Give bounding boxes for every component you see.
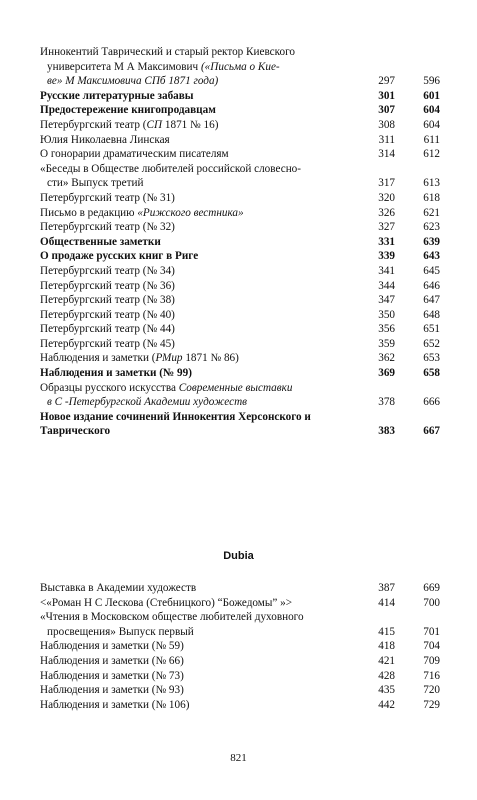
entry-title-line: «Чтения в Московском обществе любителей духовного: [40, 611, 304, 624]
entry-page-text: 339: [378, 250, 395, 263]
entry-page-text: 356: [378, 323, 395, 336]
entry-page-notes: 667: [423, 425, 440, 438]
entry-page-notes: 601: [423, 89, 440, 102]
entry-page-notes: 621: [423, 206, 440, 219]
entry-title-line: Выставка в Академии художеств: [40, 582, 197, 594]
entry-page-text: 307: [378, 104, 395, 117]
entry-title: [40, 249, 355, 264]
toc-entry: [40, 206, 440, 221]
entry-title-line: Петербургский театр (№ 36): [40, 279, 175, 292]
toc-entry: [40, 337, 440, 352]
entry-page-text: 350: [378, 308, 395, 321]
toc-entry: [40, 639, 440, 654]
toc-entry: [40, 45, 440, 89]
entry-page-text: 414: [378, 596, 395, 609]
entry-title-line: Русские литературные забавы: [40, 89, 194, 102]
entry-title-line: Петербургский театр (СП 1871 № 16): [40, 118, 219, 131]
entry-title: [40, 351, 355, 366]
entry-title-line: О гонорарии драматическим писателям: [40, 148, 229, 161]
entry-title-line: просвещения» Выпуск первый: [47, 625, 194, 638]
entry-title: [40, 279, 355, 294]
toc-entry: [40, 683, 440, 698]
entry-title-line: Петербургский театр (№ 34): [40, 264, 175, 277]
toc-entry: [40, 351, 440, 366]
entry-title-line: Образцы русского искусства Современные выставки: [40, 381, 293, 394]
entry-title-line: Петербургский театр (№ 32): [40, 221, 175, 234]
entry-page-notes: 611: [423, 133, 440, 146]
entry-title: [40, 337, 355, 352]
entry-page-notes: 652: [423, 337, 440, 350]
entry-page-text: 314: [378, 148, 395, 161]
entry-page-notes: 639: [423, 235, 440, 248]
toc-entry: [40, 381, 440, 410]
entry-title: [40, 669, 355, 684]
entry-page-text: 341: [378, 264, 395, 277]
entry-page-text: 331: [378, 235, 395, 248]
toc-entry: [40, 89, 440, 104]
entry-title-line: Наблюдения и заметки (№ 66): [40, 654, 184, 667]
entry-title-line: в С -Петербургской Академии художеств: [47, 396, 248, 409]
entry-page-notes: 651: [423, 323, 440, 336]
entry-title-line: Петербургский театр (№ 40): [40, 308, 175, 321]
entry-title: [40, 220, 355, 235]
entry-page-text: 359: [378, 337, 395, 350]
entry-page-text: 415: [378, 625, 395, 638]
entry-page-notes: 729: [423, 698, 440, 711]
toc-entry: [40, 596, 440, 611]
toc-entry: [40, 162, 440, 191]
toc-entry: [40, 118, 440, 133]
toc-entry: [40, 669, 440, 684]
entry-page-text: 327: [378, 221, 395, 234]
entry-title-line: Наблюдения и заметки (№ 59): [40, 640, 184, 653]
entry-title: [40, 381, 355, 410]
entry-title-line: Предостережение книгопродавцам: [40, 104, 216, 117]
toc-entry: [40, 610, 440, 639]
entry-title-line: <«Роман Н С Лескова (Стебницкого) “Божедомы” »>: [40, 596, 293, 609]
table-of-contents-dubia: [40, 581, 440, 712]
entry-title: [40, 293, 355, 308]
entry-title: [40, 308, 355, 323]
entry-title-line: «Беседы в Обществе любителей российской словесно-: [40, 162, 301, 175]
entry-page-notes: 647: [423, 294, 440, 307]
entry-title-line: О продаже русских книг в Риге: [40, 250, 199, 263]
entry-title-line: Наблюдения и заметки (№ 106): [40, 698, 190, 711]
entry-title: [40, 45, 355, 89]
entry-title-line: Наблюдения и заметки (№ 73): [40, 669, 184, 682]
toc-entry: [40, 249, 440, 264]
entry-title: [40, 639, 355, 654]
entry-title-line: Петербургский театр (№ 44): [40, 323, 175, 336]
entry-title: [40, 683, 355, 698]
toc-entry: [40, 698, 440, 713]
entry-title: [40, 654, 355, 669]
entry-page-text: 347: [378, 294, 395, 307]
entry-title: [40, 698, 355, 713]
toc-entry: [40, 279, 440, 294]
entry-title-line: Наблюдения и заметки (РМир 1871 № 86): [40, 352, 239, 365]
toc-entry: [40, 322, 440, 337]
section-heading-dubia: Dubia: [223, 550, 254, 562]
entry-title: [40, 322, 355, 337]
entry-title: [40, 191, 355, 206]
entry-page-text: 301: [378, 89, 395, 102]
entry-page-notes: 613: [423, 177, 440, 190]
entry-title-line: сти» Выпуск третий: [47, 177, 144, 190]
entry-page-notes: 612: [423, 148, 440, 161]
entry-title-line: Наблюдения и заметки (№ 99): [40, 367, 192, 380]
entry-page-notes: 645: [423, 264, 440, 277]
entry-page-text: 378: [378, 396, 395, 409]
entry-title: [40, 206, 355, 221]
entry-page-notes: 704: [423, 640, 440, 653]
entry-title-line: университета М А Максимович («Письма о Кие-: [47, 60, 280, 73]
entry-page-text: 344: [378, 279, 395, 292]
entry-title-line: Новое издание сочинений Иннокентия Херсонского и: [40, 410, 311, 423]
toc-entry: [40, 235, 440, 250]
table-of-contents: [40, 45, 440, 439]
toc-entry: [40, 147, 440, 162]
toc-entry: [40, 293, 440, 308]
entry-page-notes: 709: [423, 654, 440, 667]
page-number: 821: [230, 752, 247, 764]
entry-title: [40, 147, 355, 162]
entry-page-text: 369: [378, 367, 395, 380]
toc-entry: [40, 654, 440, 669]
entry-page-text: 442: [378, 698, 395, 711]
toc-entry: [40, 191, 440, 206]
entry-title-line: Письмо в редакцию «Рижского вестника»: [40, 206, 244, 219]
entry-page-text: 387: [378, 582, 395, 594]
entry-page-notes: 648: [423, 308, 440, 321]
entry-page-text: 435: [378, 684, 395, 697]
entry-title: [40, 133, 355, 148]
entry-page-text: 311: [378, 133, 395, 146]
entry-page-notes: 623: [423, 221, 440, 234]
entry-title: [40, 264, 355, 279]
entry-title-line: ве» М Максимовича СПб 1871 года): [47, 75, 219, 88]
toc-entry: [40, 581, 440, 596]
entry-page-notes: 716: [423, 669, 440, 682]
toc-entry: [40, 103, 440, 118]
entry-page-text: 428: [378, 669, 395, 682]
entry-title-line: Петербургский театр (№ 45): [40, 337, 175, 350]
entry-title-line: Юлия Николаевна Линская: [40, 133, 170, 146]
entry-page-text: 326: [378, 206, 395, 219]
entry-title: [40, 366, 355, 381]
entry-page-notes: 643: [423, 250, 440, 263]
entry-page-notes: 720: [423, 684, 440, 697]
entry-title: [40, 103, 355, 118]
entry-page-notes: 646: [423, 279, 440, 292]
entry-title: [40, 596, 355, 611]
entry-title: [40, 235, 355, 250]
entry-page-notes: 658: [423, 367, 440, 380]
entry-title-line: Петербургский театр (№ 38): [40, 294, 175, 307]
entry-page-text: 418: [378, 640, 395, 653]
toc-entry: [40, 133, 440, 148]
toc-entry: [40, 410, 440, 439]
entry-page-notes: 618: [423, 191, 440, 204]
entry-title: [40, 581, 355, 596]
entry-page-notes: 596: [423, 75, 440, 88]
entry-title-line: Иннокентий Таврический и старый ректор Киевского: [40, 46, 296, 58]
entry-page-text: 421: [378, 654, 395, 667]
entry-title-line: Общественные заметки: [40, 235, 161, 248]
entry-title: [40, 89, 355, 104]
entry-page-text: 317: [378, 177, 395, 190]
entry-page-notes: 604: [423, 118, 440, 131]
toc-entry: [40, 264, 440, 279]
entry-title: [40, 610, 355, 639]
toc-entry: [40, 308, 440, 323]
entry-title: [40, 410, 355, 439]
entry-title: [40, 162, 355, 191]
entry-title: [40, 118, 355, 133]
entry-page-notes: 700: [423, 596, 440, 609]
entry-page-text: 383: [378, 425, 395, 438]
entry-page-text: 320: [378, 191, 395, 204]
entry-page-notes: 604: [423, 104, 440, 117]
entry-title-line: Таврического: [40, 425, 111, 438]
toc-entry: [40, 220, 440, 235]
entry-page-notes: 669: [423, 582, 440, 594]
entry-title-line: Наблюдения и заметки (№ 93): [40, 684, 184, 697]
entry-page-text: 362: [378, 352, 395, 365]
entry-page-text: 308: [378, 118, 395, 131]
entry-page-notes: 666: [423, 396, 440, 409]
entry-title-line: Петербургский театр (№ 31): [40, 191, 175, 204]
toc-entry: [40, 366, 440, 381]
entry-page-text: 297: [378, 75, 395, 88]
entry-page-notes: 653: [423, 352, 440, 365]
entry-page-notes: 701: [423, 625, 440, 638]
